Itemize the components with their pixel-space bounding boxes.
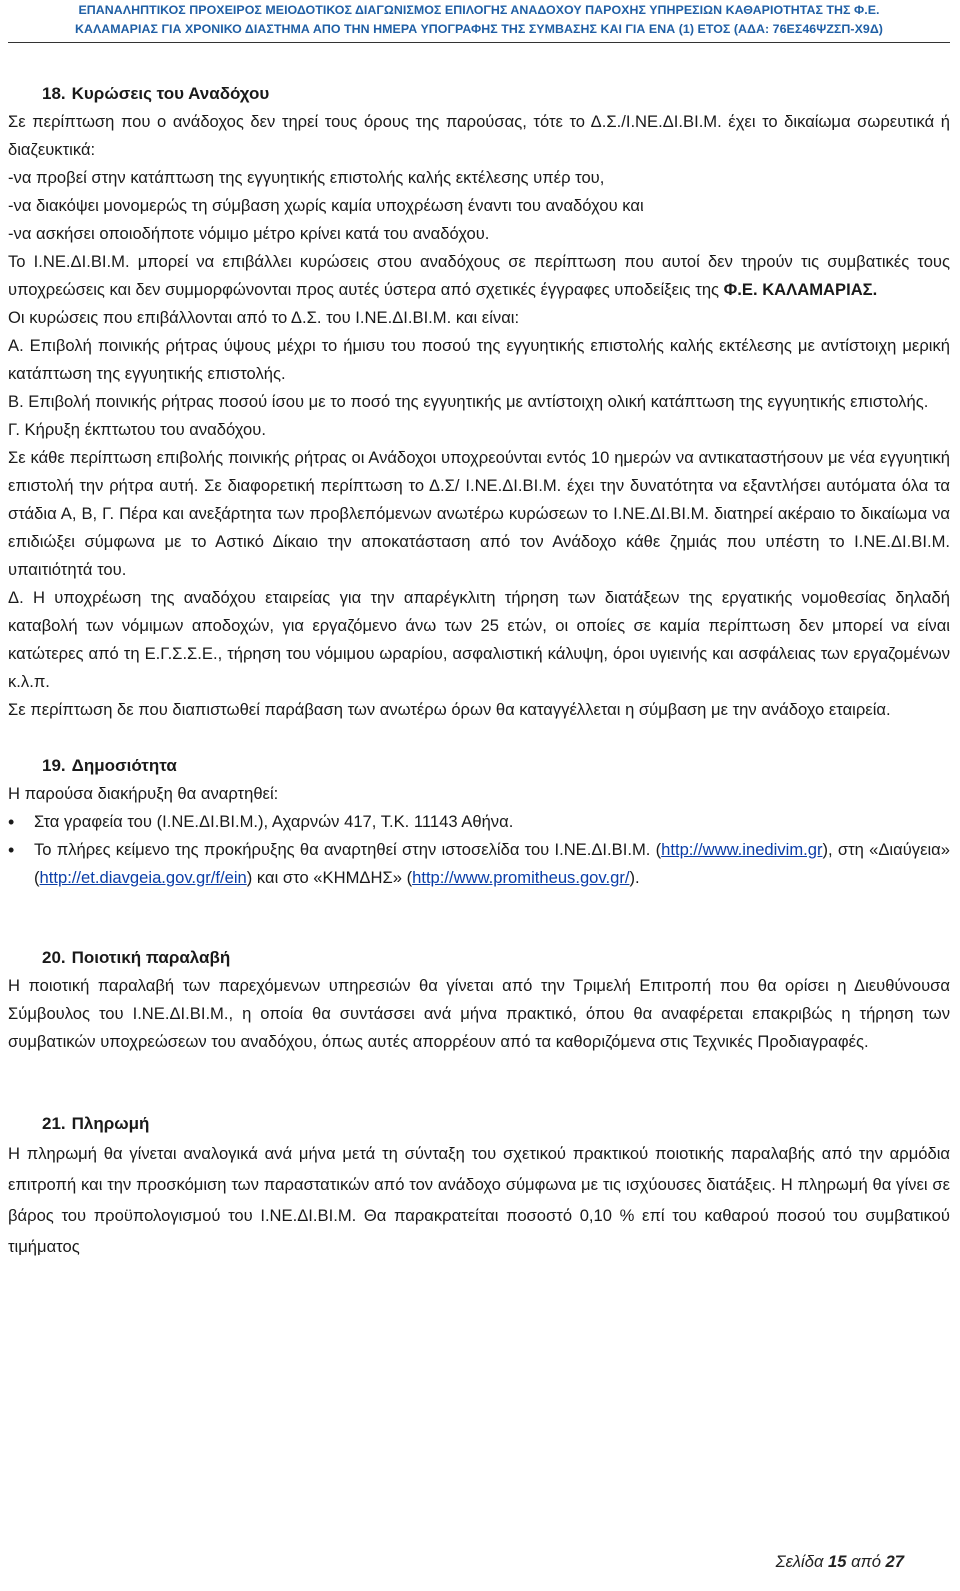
list-item: • Το πλήρες κείμενο της προκήρυξης θα αναρτηθεί στην ιστοσελίδα του Ι.ΝΕ.ΔΙ.ΒΙ.Μ. (http://www.inedivim.gr), στη «Διαύγεια» (http://et.diavgeia.gov.gr/f/ein) και στο «ΚΗΜΔΗΣ» (http://www.promitheus.gov.gr/). (8, 836, 950, 892)
promitheus-link[interactable]: http://www.promitheus.gov.gr/ (412, 868, 630, 887)
s18-item: -να προβεί στην κατάπτωση της εγγυητικής επιστολής καλής εκτέλεσης υπέρ του, (8, 168, 605, 187)
header-line-1: ΕΠΑΝΑΛΗΠΤΙΚΟΣ ΠΡΟΧΕΙΡΟΣ ΜΕΙΟΔΟΤΙΚΟΣ ΔΙΑΓΩΝΙΣΜΟΣ ΕΠΙΛΟΓΗΣ ΑΝΑΔΟΧΟΥ ΠΑΡΟΧΗΣ ΥΠΗΡΕΣΙΩΝ ΚΑΘΑΡΙΟΤΗΤΑΣ ΤΗΣ Φ.Ε. (78, 3, 880, 17)
page-number: Σελίδα 15 από 27 (775, 1552, 904, 1571)
s19-intro: Η παρούσα διακήρυξη θα αναρτηθεί: (8, 784, 279, 803)
s18-item: -να διακόψει μονομερώς τη σύμβαση χωρίς καμία υποχρέωση έναντι του αναδόχου και (8, 196, 644, 215)
s18-sanction-c: Γ. Κήρυξη έκπτωτου του αναδόχου. (8, 420, 266, 439)
document-header (8, 0, 950, 39)
s18-paragraph: Σε κάθε περίπτωση επιβολής ποινικής ρήτρας οι Ανάδοχοι υποχρεούνται εντός 10 ημερών να αντικαταστήσουν με νέα εγγυητική επιστολή την ρήτρα αυτή. Σε διαφορετική περίπτωση το Δ.Σ/ Ι.ΝΕ.ΔΙ.ΒΙ.Μ. έχει την δυνατότητα να εξαντλήσει αυτόματα όλα τα στάδια Α, Β, Γ. Πέρα και ανεξάρτητα των προβλεπόμενων ανωτέρω κυρώσεων το Ι.ΝΕ.ΔΙ.ΒΙ.Μ. διατηρεί ακέραιο το δικαίωμα να επιδιώξει σύμφωνα με το Αστικό Δίκαιο την αποκατάσταση από τον Ανάδοχο κάθε ζημιάς που υπέστη το Ι.ΝΕ.ΔΙ.ΒΙ.Μ. υπαιτιότητά του. (8, 448, 950, 579)
section-20-heading: 20. Ποιοτική παραλαβή (42, 948, 231, 967)
s18-item: -να ασκήσει οποιοδήποτε νόμιμο μέτρο κρίνει κατά του αναδόχου. (8, 224, 490, 243)
document-body (8, 80, 950, 1262)
header-line-2: ΚΑΛΑΜΑΡΙΑΣ ΓΙΑ ΧΡΟΝΙΚΟ ΔΙΑΣΤΗΜΑ ΑΠΟ ΤΗΝ ΗΜΕΡΑ ΥΠΟΓΡΑΦΗΣ ΤΗΣ ΣΥΜΒΑΣΗΣ ΚΑΙ ΓΙΑ ΕΝΑ (1) ΕΤΟΣ (ΑΔΑ: 76ΕΣ46ΨΖΣΠ-Χ9Δ) (75, 22, 883, 36)
section-19-heading: 19. Δημοσιότητα (42, 756, 177, 775)
s18-paragraph: Σε περίπτωση δε που διαπιστωθεί παράβαση των ανωτέρω όρων θα καταγγέλλεται η σύμβαση με την ανάδοχο εταιρεία. (8, 700, 891, 719)
s18-paragraph: Οι κυρώσεις που επιβάλλονται από το Δ.Σ. του Ι.ΝΕ.ΔΙ.ΒΙ.Μ. και είναι: (8, 308, 520, 327)
s18-sanction-a: Α. Επιβολή ποινικής ρήτρας ύψους μέχρι το ήμισυ του ποσού της εγγυητικής επιστολής καλής εκτέλεσης με αντίστοιχη μερική κατάπτωση της εγγυητικής επιστολής. (8, 336, 950, 383)
s18-sanction-b: Β. Επιβολή ποινικής ρήτρας ποσού ίσου με το ποσό της εγγυητικής με αντίστοιχη ολική κατάπτωση της εγγυητικής επιστολής. (8, 392, 929, 411)
inedivim-link[interactable]: http://www.inedivim.gr (661, 840, 823, 859)
s19-list (8, 808, 950, 892)
list-item: • Στα γραφεία του (Ι.ΝΕ.ΔΙ.ΒΙ.Μ.), Αχαρνών 417, Τ.Κ. 11143 Αθήνα. (8, 808, 950, 836)
diavgeia-link[interactable]: http://et.diavgeia.gov.gr/f/ein (39, 868, 247, 887)
header-divider (8, 42, 950, 43)
s18-sanction-d: Δ. Η υποχρέωση της αναδόχου εταιρείας για την απαρέγκλιτη τήρηση των διατάξεων της εργατικής νομοθεσίας δηλαδή καταβολή των νόμιμων αποδοχών, για εργαζόμενο άνω των 25 ετών, οι οποίες σε καμία περίπτωση δεν μπορεί να είναι κατώτερες από τη Ε.Γ.Σ.Σ.Ε., τήρηση του νόμιμου ωραρίου, ασφαλιστική κάλυψη, όροι υγιεινής και ασφάλειας των εργαζομένων κ.λ.π. (8, 588, 950, 691)
section-21-heading: 21. Πληρωμή (42, 1114, 150, 1133)
s21-paragraph: Η πληρωμή θα γίνεται αναλογικά ανά μήνα μετά τη σύνταξη του σχετικού πρακτικού ποιοτικής παραλαβής από την αρμόδια επιτροπή και την προσκόμιση των παραστατικών από τον ανάδοχο σύμφωνα με τις ισχύουσες διατάξεις. Η πληρωμή θα γίνει σε βάρος του προϋπολογισμού του Ι.ΝΕ.ΔΙ.ΒΙ.Μ. Θα παρακρατείται ποσοστό 0,10 % επί του καθαρού ποσού του συμβατικού τιμήματος (8, 1144, 950, 1256)
s20-paragraph: Η ποιοτική παραλαβή των παρεχόμενων υπηρεσιών θα γίνεται από την Τριμελή Επιτροπή που θα ορίσει η Διευθύνουσα Σύμβουλος του Ι.ΝΕ.ΔΙ.ΒΙ.Μ., η οποία θα συντάσσει ανά μήνα πρακτικό, όπου θα αναφέρεται επακριβώς η τήρηση των συμβατικών υποχρεώσεων του αναδόχου, όπως αυτές απορρέουν από τα καθοριζόμενα στις Τεχνικές Προδιαγραφές. (8, 976, 950, 1051)
s18-paragraph: Το Ι.ΝΕ.ΔΙ.ΒΙ.Μ. μπορεί να επιβάλλει κυρώσεις στου αναδόχους σε περίπτωση που αυτοί δεν τηρούν τις συμβατικές τους υποχρεώσεις και δεν συμμορφώνονται προς αυτές ύστερα από σχετικές έγγραφες υποδείξεις της Φ.Ε. ΚΑΛΑΜΑΡΙΑΣ. (8, 252, 950, 299)
section-18-heading: 18. Κυρώσεις του Αναδόχου (42, 84, 270, 103)
s18-paragraph: Σε περίπτωση που ο ανάδοχος δεν τηρεί τους όρους της παρούσας, τότε το Δ.Σ./Ι.ΝΕ.ΔΙ.ΒΙ.Μ. έχει το δικαίωμα σωρευτικά ή διαζευκτικά: (8, 112, 950, 159)
